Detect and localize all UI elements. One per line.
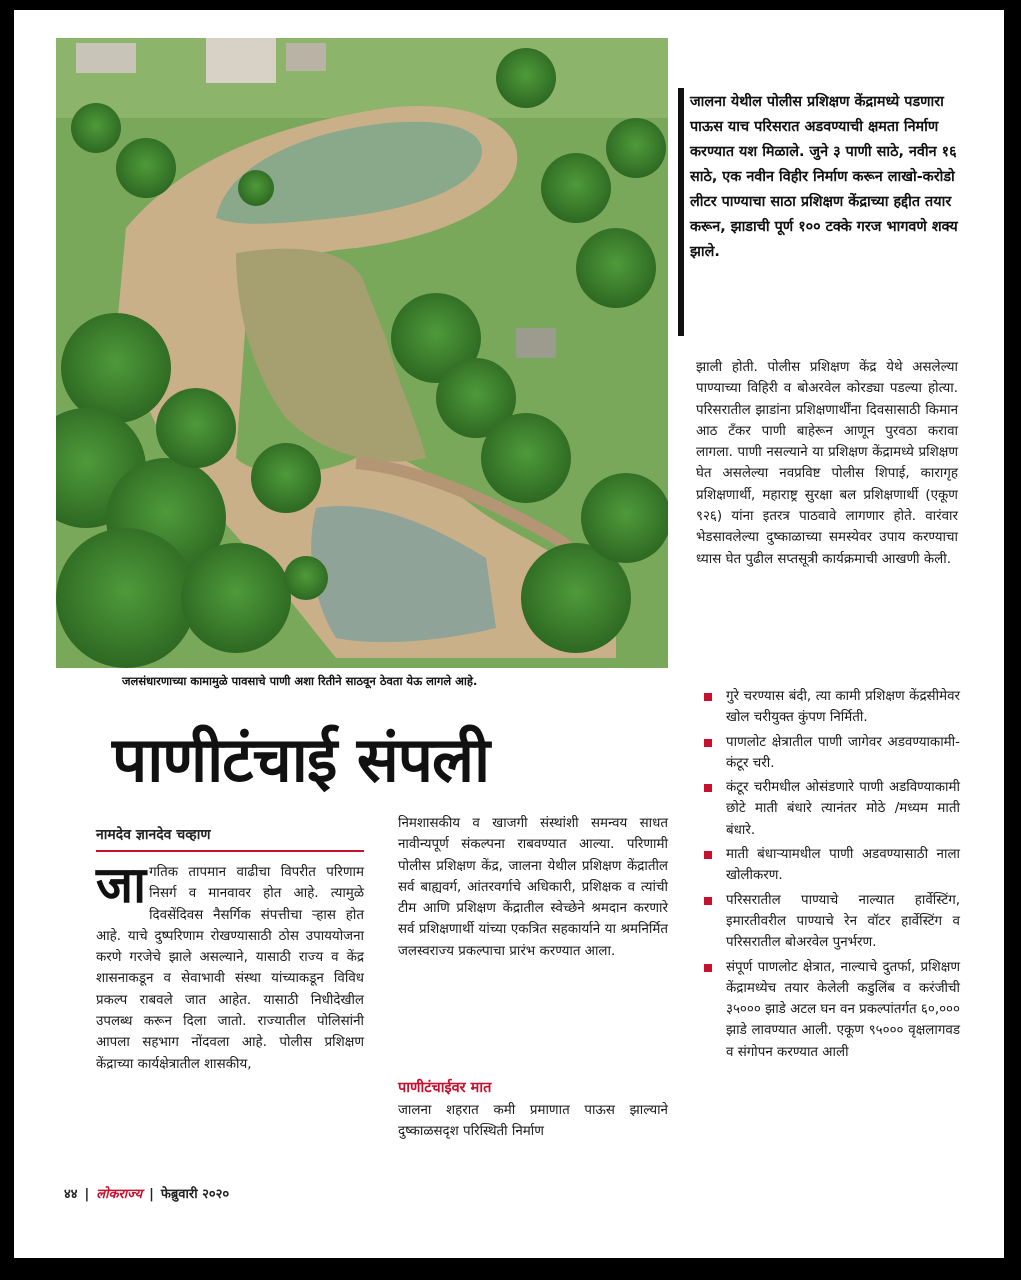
issue-date: फेब्रुवारी २०२०: [160, 1187, 230, 1202]
body-column-3: झाली होती. पोलीस प्रशिक्षण केंद्र येथे असलेल्या पाण्याच्या विहिरी व बोअरवेल कोरड्या पडल्या होत्या. परिसरातील झाडांना प्रशिक्षणार्थींना दिवसासाठी किमान आठ टँकर पाणी बाहेरून आणून पुरवठा करावा लागला. पाणी नसल्याने या प्रशिक्षण केंद्रामध्ये प्रशिक्षण घेत असलेल्या नवप्रविष्ट पोलीस शिपाई, कारागृह प्रशिक्षणार्थी, महाराष्ट्र सुरक्षा बल प्रशिक्षणार्थी (एकूण ९२६) यांना इतरत्र पाठवावे लागणार होते. वारंवार भेडसावलेल्या दुष्काळाच्या समस्येवर उपाय करण्याचा ध्यास घेत पुढील सप्तसूत्री कार्यक्रमाची आखणी केली.: [696, 360, 958, 567]
list-item: पाणलोट क्षेत्रातील पाणी जागेवर अडवण्याकामी- कंटूर चरी.: [704, 732, 960, 775]
author-byline: नामदेव ज्ञानदेव चव्हाण: [96, 827, 211, 843]
bullet-square-icon: [704, 784, 712, 792]
list-item: माती बंधाऱ्यामधील पाणी अडवण्यासाठी नाला खोलीकरण.: [704, 844, 960, 887]
page-footer: [64, 1184, 229, 1202]
bullet-square-icon: [704, 897, 712, 905]
aerial-photo-illustration: [56, 38, 668, 668]
body-column-1: [96, 856, 364, 1075]
body-text-1: गतिक तापमान वाढीचा विपरीत परिणाम निसर्ग व मानवावर होत आहे. त्यामुळे दिवसेंदिवस नैसर्गिक संपत्तीचा ऱ्हास होत आहे. याचे दुष्परिणाम रोखण्यासाठी ठोस उपाययोजना करणे गरजेचे झाले असल्याने, यासाठी राज्य व केंद्र शासनाकडून व सेवाभावी संस्था यांच्याकडून विविध प्रकल्प राबवले जात आहेत. यासाठी निधीदेखील उपलब्ध करून दिला जातो. राज्यातील पोलिसांनी आपला सहभाग नोंदवला आहे. पोलीस प्रशिक्षण केंद्राच्या कार्यक्षेत्रातील शासकीय,: [96, 865, 364, 1072]
article-headline: पाणीटंचाई संपली: [112, 723, 490, 796]
drop-cap: जा: [96, 856, 147, 914]
aerial-photo-water-ponds: [56, 38, 668, 668]
page-number: ४४: [64, 1187, 78, 1202]
list-item: परिसरातील पाण्याचे नाल्यात हार्वेस्टिंग, इमारतीवरील पाण्याचे रेन वॉटर हार्वेस्टिंग व परिसरातील बोअरवेल पुनर्भरण.: [704, 890, 960, 954]
photo-caption: जलसंधारणाच्या कामामुळे पावसाचे पाणी अशा रितीने साठवून ठेवता येऊ लागले आहे.: [122, 674, 478, 688]
body-column-2-continued: जालना शहरात कमी प्रमाणात पाऊस झाल्याने दुष्काळसदृश परिस्थिती निर्माण: [398, 1103, 668, 1140]
bullet-square-icon: [704, 739, 712, 747]
body-column-2: निमशासकीय व खाजगी संस्थांशी समन्वय साधत नावीन्यपूर्ण संकल्पना राबवण्यात आल्या. परिणामी पोलीस प्रशिक्षण केंद्र, जालना येथील प्रशिक्षण केंद्रातील सर्व बाह्यवर्ग, आंतरवर्गाचे अधिकारी, प्रशिक्षक व त्यांची टीम आणि प्रशिक्षण केंद्रातील स्वेच्छेने श्रमदान करणारे सर्व प्रशिक्षणार्थी यांच्या एकत्रित सहकार्याने या श्रमनिर्मित जलस्वराज्य प्रकल्पाचा प्रारंभ करण्यात आला.: [398, 816, 668, 959]
bullet-square-icon: [704, 964, 712, 972]
footer-separator: |: [84, 1187, 90, 1202]
list-item: कंटूर चरीमधील ओसंडणारे पाणी अडविण्याकामी छोटे माती बंधारे त्यानंतर मोठे /मध्यम माती बंधारे.: [704, 777, 960, 841]
list-item: गुरे चरण्यास बंदी, त्या कामी प्रशिक्षण केंद्रसीमेवर खोल चरीयुक्त कुंपण निर्मिती.: [704, 686, 960, 729]
highlight-pullquote: जालना येथील पोलीस प्रशिक्षण केंद्रामध्ये पडणारा पाऊस याच परिसरात अडवण्याची क्षमता निर्माण करण्यात यश मिळाले. जुने ३ पाणी साठे, नवीन १६ साठे, एक नवीन विहीर निर्माण करून लाखो-करोडो लीटर पाण्याचा साठा प्रशिक्षण केंद्राच्या हद्दीत तयार करून, झाडाची पूर्ण १०० टक्के गरज भागवणे शक्य झाले.: [690, 94, 958, 260]
list-item: संपूर्ण पाणलोट क्षेत्रात, नाल्याचे दुतर्फा, प्रशिक्षण केंद्रामध्येच तयार केलेली कडुलिंब व करंजीची ३५००० झाडे अटल घन वन प्रकल्पांतर्गत ६०,००० झाडे लावण्यात आली. एकूण ९५००० वृक्षलागवड व संगोपन करण्यात आली: [704, 957, 960, 1063]
highlight-bar: [678, 88, 684, 336]
byline-divider: [96, 850, 364, 852]
footer-separator: |: [149, 1187, 154, 1202]
magazine-brand: लोकराज्य: [96, 1187, 143, 1202]
section-subheading: पाणीटंचाईवर मात: [398, 1080, 492, 1096]
bullet-square-icon: [704, 851, 712, 859]
measures-list: [704, 686, 960, 1066]
bullet-square-icon: [704, 693, 712, 701]
magazine-page: [14, 10, 1004, 1258]
